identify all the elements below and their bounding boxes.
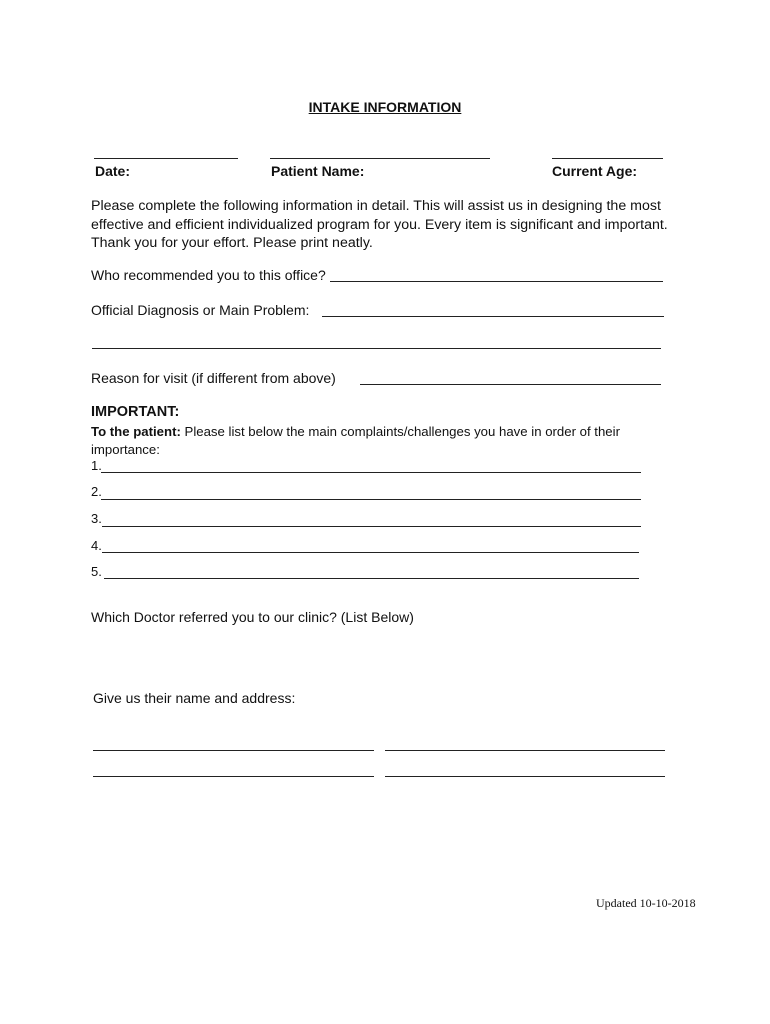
complaint-blank-2[interactable] <box>101 499 641 500</box>
updated-footer: Updated 10-10-2018 <box>596 896 696 910</box>
current-age-label: Current Age: <box>552 163 638 179</box>
instructions-paragraph: Please complete the following information in detail. This will assist us in designing the most effective and efficient individualized program for you. Every item is significant and important. Thank you for your effort. Please print neatly. <box>91 198 668 251</box>
complaint-number-5: 5. <box>91 564 102 579</box>
complaint-blank-3[interactable] <box>102 526 641 527</box>
diagnosis-field <box>91 302 309 318</box>
reason-label: Reason for visit (if different from above) <box>91 370 336 386</box>
referral-blank-1-left[interactable] <box>93 750 374 751</box>
current-age-blank[interactable] <box>552 158 663 159</box>
patient-name-blank[interactable] <box>270 158 490 159</box>
diagnosis-blank[interactable] <box>322 316 664 317</box>
to-patient-label: To the patient: <box>91 424 181 439</box>
complaint-blank-4[interactable] <box>102 552 639 553</box>
referral-blank-1-right[interactable] <box>385 750 665 751</box>
doctor-question: Which Doctor referred you to our clinic? (List Below) <box>91 609 414 625</box>
date-blank[interactable] <box>94 158 238 159</box>
complaint-number-1: 1. <box>91 458 102 473</box>
referral-blank-2-right[interactable] <box>385 776 665 777</box>
recommended-field <box>91 267 326 283</box>
complaint-blank-5[interactable] <box>104 578 639 579</box>
to-patient-instructions <box>91 423 666 459</box>
complaint-number-4: 4. <box>91 538 102 553</box>
patient-name-label: Patient Name: <box>271 163 365 179</box>
diagnosis-blank-2[interactable] <box>92 348 661 349</box>
complaint-number-2: 2. <box>91 484 102 499</box>
diagnosis-label: Official Diagnosis or Main Problem: <box>91 302 310 318</box>
reason-field <box>91 370 336 386</box>
recommended-blank[interactable] <box>330 281 663 282</box>
to-patient-text: Please list below the main complaints/challenges you have in order of their importance: <box>91 424 620 457</box>
complaint-blank-1[interactable] <box>101 472 641 473</box>
form-title <box>0 99 770 115</box>
referral-blank-2-left[interactable] <box>93 776 374 777</box>
important-heading: IMPORTANT: <box>91 404 180 420</box>
form-title-text: INTAKE INFORMATION <box>308 99 462 115</box>
reason-blank[interactable] <box>360 384 661 385</box>
recommended-label: Who recommended you to this office? <box>91 267 326 283</box>
name-address-label: Give us their name and address: <box>93 690 296 706</box>
date-label: Date: <box>95 163 131 179</box>
complaint-number-3: 3. <box>91 511 102 526</box>
